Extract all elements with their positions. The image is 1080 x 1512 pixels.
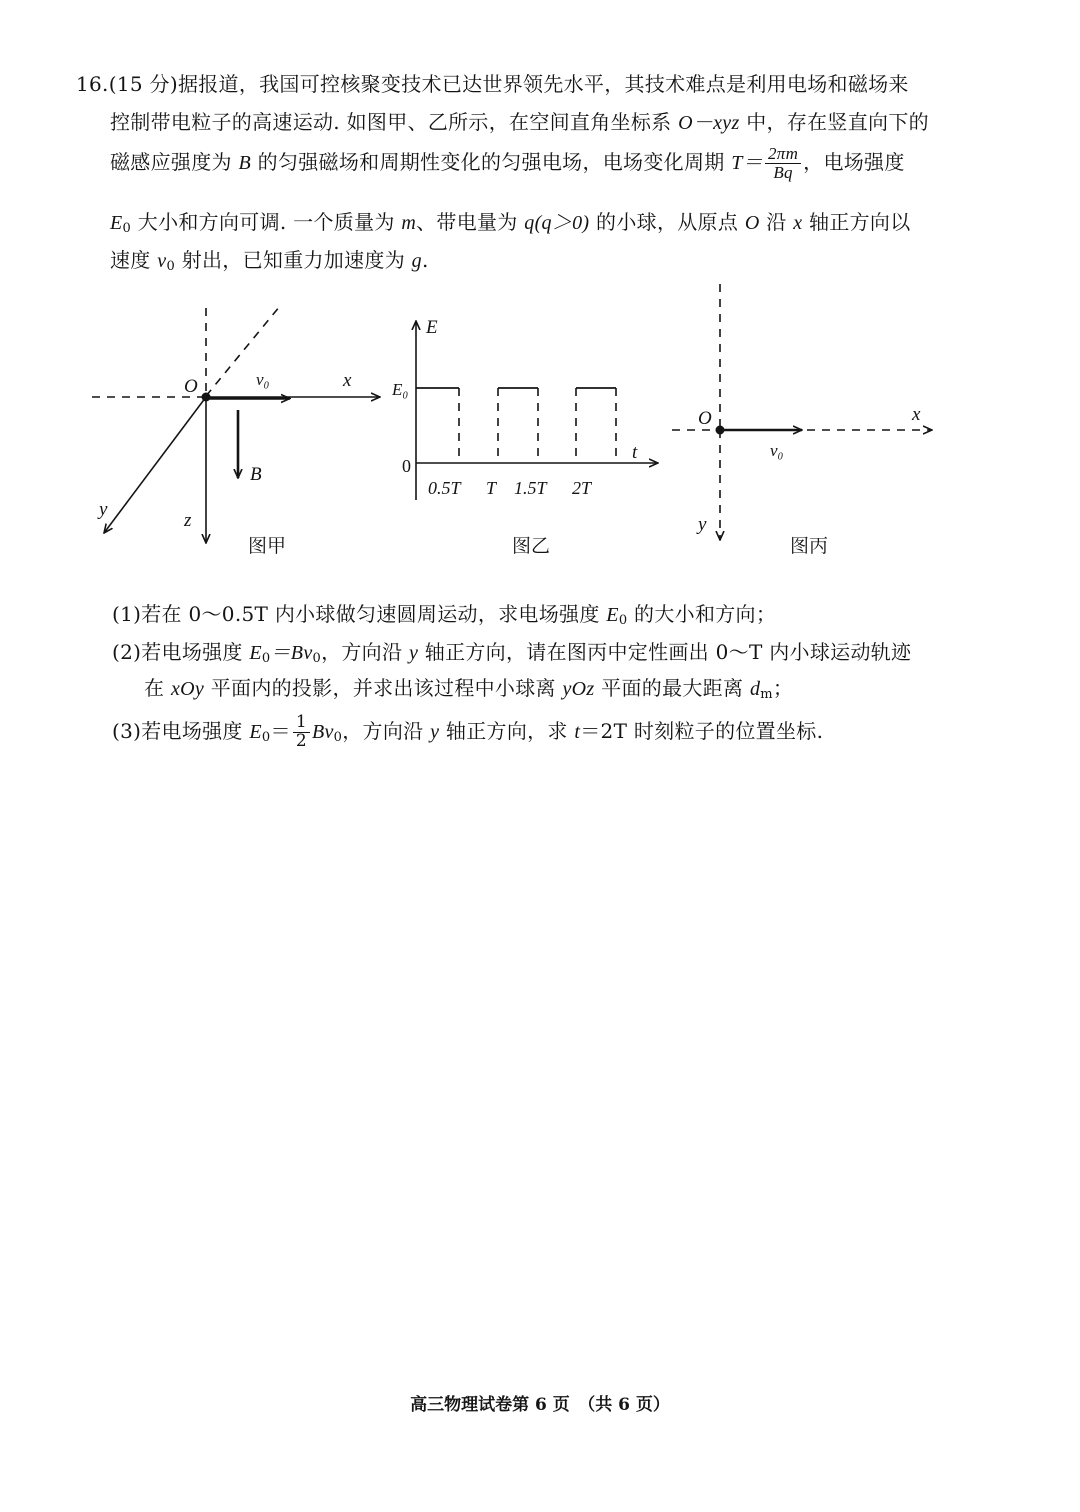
v0-label: v₀: [256, 370, 270, 389]
origin-point: [202, 393, 211, 402]
t-axis-label: t: [632, 442, 638, 463]
question-line-2: 控制带电粒子的高速运动. 如图甲、乙所示，在空间直角坐标系 O－xyz 中，存在竖直向下的: [110, 110, 929, 134]
subquestion-2-line-1: (2)若电场强度 $E_0=Bv_0$，方向沿 y 轴正方向，请在图丙中定性画出 0～T 内小球运动轨迹: [112, 640, 912, 666]
x-axis-label: x: [912, 404, 921, 425]
subquestion-1: (1)若在 0～0.5T 内小球做匀速圆周运动，求电场强度 $E_0$ 的大小和方向；: [112, 602, 777, 628]
half-fraction: $\frac{1}{2}$: [293, 714, 310, 751]
tick-label-0.5T: 0.5T: [428, 478, 461, 498]
y-axis-label: y: [99, 499, 108, 520]
subquestion-2-line-2: 在 xOy 平面内的投影，并求出该过程中小球离 yOz 平面的最大距离 $d_m$；: [144, 676, 794, 702]
tick-label-T: T: [486, 478, 497, 498]
question-line-1: 16.(15 分)据报道，我国可控核聚变技术已达世界领先水平，其技术难点是利用电场和磁场来: [76, 72, 909, 96]
period-fraction: $\frac{2\pi m}{Bq}$: [765, 145, 801, 182]
x-axis-label: x: [343, 370, 352, 391]
v0-label: v₀: [770, 441, 784, 460]
e-axis-label: E: [426, 317, 438, 338]
caption-yi: 图乙: [512, 536, 551, 557]
question-line-5: 速度 $v_0$ 射出，已知重力加速度为 g.: [110, 248, 429, 274]
question-line-4: $E_0$ 大小和方向可调. 一个质量为 m、带电量为 q(q＞0) 的小球，从原点 O 沿 x 轴正方向以: [110, 210, 911, 236]
question-score: (15 分): [108, 72, 178, 96]
origin-label: O: [184, 376, 198, 397]
figure-jia: [92, 306, 380, 557]
figure-yi: [391, 317, 658, 557]
origin-point: [716, 426, 725, 435]
zero-label: 0: [402, 456, 411, 476]
b-label: B: [250, 464, 262, 485]
question-line-3: 磁感应强度为 B 的匀强磁场和周期性变化的匀强电场，电场变化周期 T＝ $\frac{2\pi m}{Bq}$ ，电场强度: [110, 144, 905, 182]
figures: [0, 0, 1080, 600]
origin-label: O: [698, 408, 712, 429]
caption-bing: 图丙: [790, 536, 829, 557]
tick-label-2T: 2T: [572, 478, 592, 498]
figure-bing: [672, 284, 932, 557]
subquestion-3: (3)若电场强度 $E_0=$ $\frac{1}{2}$ $Bv_0$，方向沿 y 轴正方向，求 t＝2T 时刻粒子的位置坐标.: [112, 712, 824, 751]
z-axis-label: z: [184, 510, 192, 531]
question-number: 16.: [76, 72, 109, 96]
tick-label-1.5T: 1.5T: [514, 478, 547, 498]
page-footer: 高三物理试卷第 6 页 （共 6 页）: [410, 1395, 670, 1415]
caption-jia: 图甲: [248, 536, 287, 557]
y-axis-label: y: [698, 514, 707, 535]
e0-label: E₀: [392, 380, 409, 399]
